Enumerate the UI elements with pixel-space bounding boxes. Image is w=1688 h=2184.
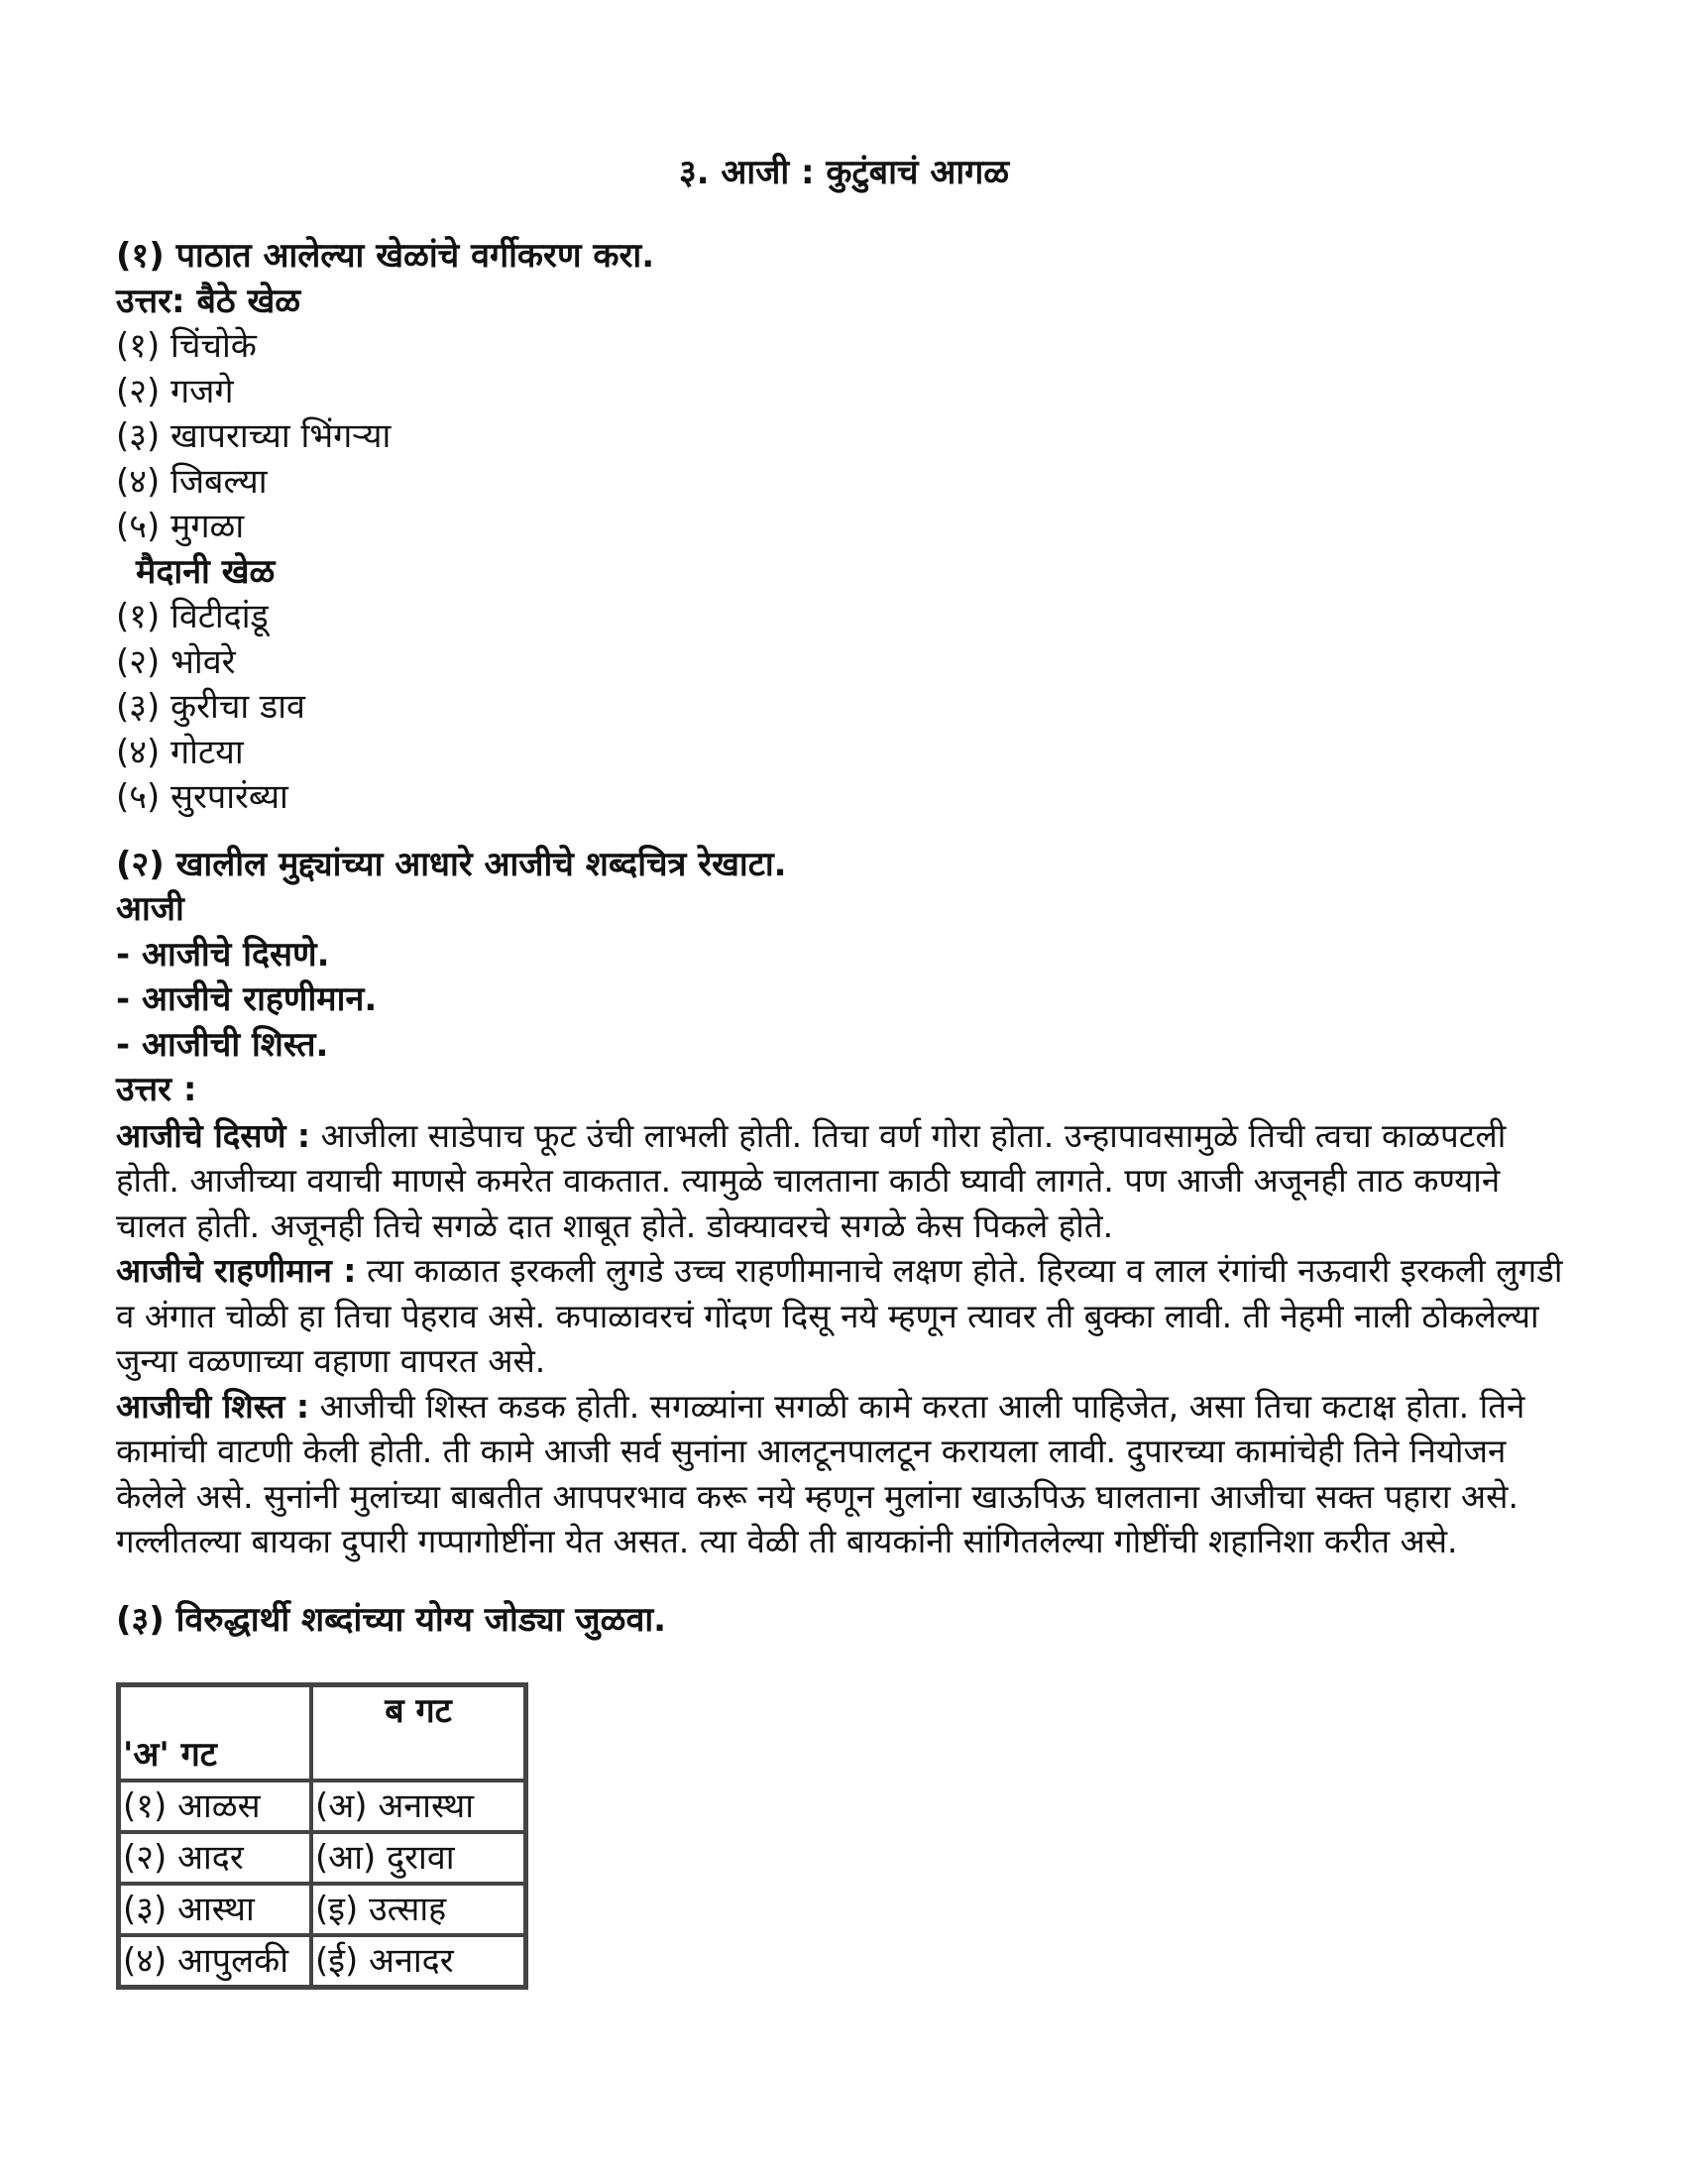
group-a-cell: (१) आळस [119,1781,311,1832]
group-b-cell: (अ) अनास्था [311,1781,525,1832]
group-b-cell: (इ) उत्साह [311,1884,525,1935]
indoor-game-item: (१) चिंचोके [116,326,257,366]
discipline-paragraph [116,1384,1573,1564]
question-1-section [116,234,1573,821]
column-header-group-b: ब गट [311,1685,525,1781]
table-row [119,1935,525,1987]
lifestyle-paragraph [116,1248,1573,1384]
paragraph-label: आजीचे राहणीमान : [116,1251,357,1290]
group-a-cell: (४) आपुलकी [119,1935,311,1987]
group-b-cell: (आ) दुरावा [311,1832,525,1884]
paragraph-label: आजीची शिस्त : [116,1386,310,1426]
matching-table [116,1682,528,1990]
outdoor-game-item: (१) विटीदांडू [116,597,269,636]
table-row [119,1781,525,1832]
answer-1-label: उत्तर: बैठे खेळ [116,281,301,321]
outdoor-game-item: (३) कुरीचा डाव [116,687,305,727]
group-a-cell: (३) आस्था [119,1884,311,1935]
group-b-cell: (ई) अनादर [311,1935,525,1987]
question-2-point: - आजीची शिस्त. [116,1024,329,1065]
question-2-point: - आजीचे राहणीमान. [116,979,378,1019]
question-1-text: (१) पाठात आलेल्या खेळांचे वर्गीकरण करा. [116,236,655,276]
indoor-game-item: (३) खापराच्या भिंगऱ्या [116,416,392,456]
paragraph-label: आजीचे दिसणे : [116,1115,311,1155]
question-2-point: - आजीचे दिसणे. [116,934,330,975]
document-body [116,234,1573,1990]
indoor-game-item: (४) जिबल्या [116,461,268,502]
outdoor-games-heading: मैदानी खेळ [136,551,276,592]
table-header-row [119,1685,525,1781]
outdoor-game-item: (२) भोवरे [116,641,236,682]
paragraph-text: आजीची शिस्त कडक होती. सगळ्यांना सगळी कामे करता आली पाहिजेत, असा तिचा कटाक्ष होता. तिने कामांची वाटणी केली होती. ती कामे आजी सर्व सुनांना आलटूनपालटून करायला लावी. दुपारच्या कामांचेही तिने नियोजन केलेले असे. सुनांनी मुलांच्या बाबतीत आपपरभाव करू नये म्हणून मुलांना खाऊपिऊ घालताना आजीचा सक्त पहारा असे. गल्लीतल्या बायका दुपारी गप्पागोष्टींना येत असत. त्या वेळी ती बायकांनी सांगितलेल्या गोष्टींची शहानिशा करीत असे. [116,1386,1525,1560]
table-row [119,1884,525,1935]
group-a-cell: (२) आदर [119,1832,311,1884]
indoor-games-list [116,324,1573,550]
indoor-game-item: (५) मुगळा [116,507,245,546]
answer-2-label: उत्तर : [116,1070,197,1109]
paragraph-text: त्या काळात इरकली लुगडे उच्च राहणीमानाचे लक्षण होते. हिरव्या व लाल रंगांची नऊवारी इरकली लुगडी व अंगात चोळी हा तिचा पेहराव असे. कपाळावरचं गोंदण दिसू नये म्हणून त्यावर ती बुक्का लावी. ती नेहमी नाली ठोकलेल्या जुन्या वळणाच्या वहाणा वापरत असे. [116,1251,1563,1380]
question-2-section [116,843,1573,1564]
question-2-subject: आजी [116,889,184,929]
indoor-game-item: (२) गजगे [116,371,234,411]
table-row [119,1832,525,1884]
outdoor-game-item: (४) गोटया [116,732,244,772]
question-3-section [116,1598,1573,1991]
question-3-text: (३) विरुद्धार्थी शब्दांच्या योग्य जोड्या जुळवा. [116,1599,667,1640]
chapter-title: ३. आजी : कुटुंबाचं आगळ [678,153,1010,192]
paragraph-text: आजीला साडेपाच फूट उंची लाभली होती. तिचा वर्ण गोरा होता. उन्हापावसामुळे तिची त्वचा काळपटली होती. आजीच्या वयाची माणसे कमरेत वाकतात. त्यामुळे चालताना काठी घ्यावी लागते. पण आजी अजूनही ताठ कण्याने चालत होती. अजूनही तिचे सगळे दात शाबूत होते. डोक्यावरचे सगळे केस पिकले होते. [116,1115,1507,1245]
outdoor-game-item: (५) सुरपारंब्या [116,777,288,817]
appearance-paragraph [116,1113,1573,1249]
outdoor-games-list [116,595,1573,821]
column-header-group-a: 'अ' गट [119,1685,311,1781]
question-2-text: (२) खालील मुद्द्यांच्या आधारे आजीचे शब्दचित्र रेखाटा. [116,844,787,884]
